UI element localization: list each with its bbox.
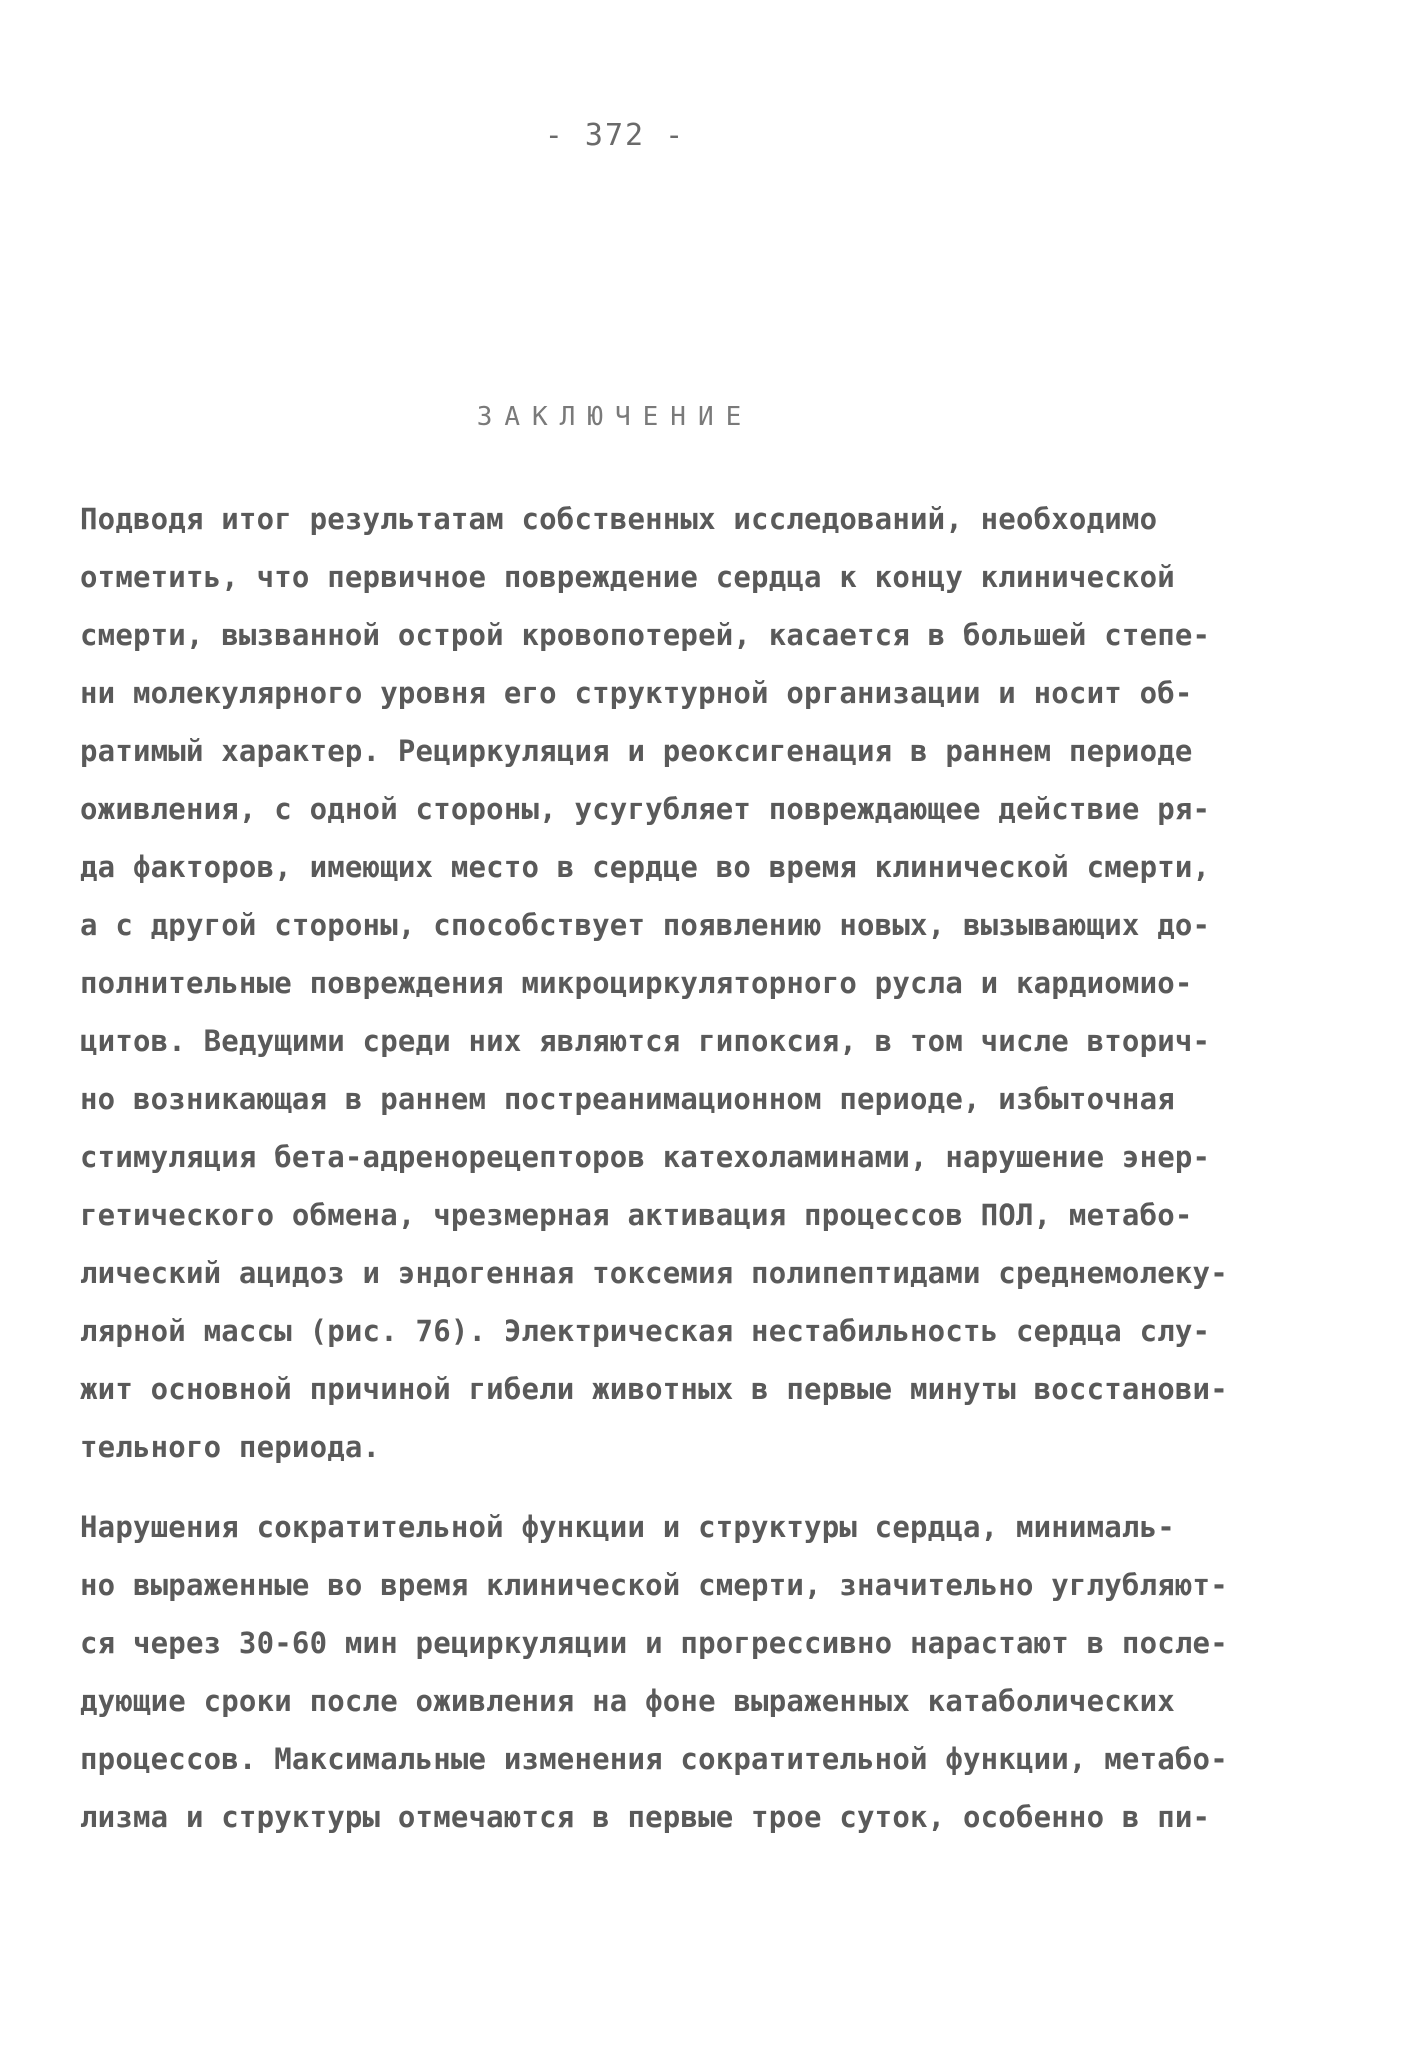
text-line: отметить, что первичное повреждение сердца к концу клинической (80, 560, 1175, 594)
text-line: ни молекулярного уровня его структурной организации и носит об- (80, 676, 1193, 710)
page-number: - 372 - (544, 118, 686, 153)
text-line: лизма и структуры отмечаются в первые трое суток, особенно в пи- (80, 1800, 1211, 1834)
paragraph (80, 490, 1280, 1476)
text-line: полнительные повреждения микроциркуляторного русла и кардиомио- (80, 966, 1193, 1000)
text-line: процессов. Максимальные изменения сократительной функции, метабо- (80, 1742, 1228, 1776)
text-line: оживления, с одной стороны, усугубляет повреждающее действие ря- (80, 792, 1211, 826)
text-line: тельного периода. (80, 1430, 381, 1464)
paragraph-gap (80, 1476, 1280, 1498)
text-line: а с другой стороны, способствует появлению новых, вызывающих до- (80, 908, 1211, 942)
text-line: стимуляция бета-адренорецепторов катехоламинами, нарушение энер- (80, 1140, 1211, 1174)
text-line: лический ацидоз и эндогенная токсемия полипептидами среднемолеку- (80, 1256, 1228, 1290)
text-line: ратимый характер. Рециркуляция и реоксигенация в раннем периоде (80, 734, 1193, 768)
body-text (80, 490, 1280, 1846)
text-line: дующие сроки после оживления на фоне выраженных катаболических (80, 1684, 1175, 1718)
text-line: смерти, вызванной острой кровопотерей, касается в большей степе- (80, 618, 1211, 652)
text-line: но возникающая в раннем постреанимационном периоде, избыточная (80, 1082, 1175, 1116)
text-line: ся через 30-60 мин рециркуляции и прогрессивно нарастают в после- (80, 1626, 1228, 1660)
text-line: Подводя итог результатам собственных исследований, необходимо (80, 502, 1158, 536)
text-line: Нарушения сократительной функции и структуры сердца, минималь- (80, 1510, 1175, 1544)
text-line: да факторов, имеющих место в сердце во время клинической смерти, (80, 850, 1211, 884)
section-heading: ЗАКЛЮЧЕНИЕ (476, 402, 754, 432)
text-line: цитов. Ведущими среди них являются гипоксия, в том числе вторич- (80, 1024, 1211, 1058)
text-line: гетического обмена, чрезмерная активация процессов ПОЛ, метабо- (80, 1198, 1193, 1232)
text-line: лярной массы (рис. 76). Электрическая нестабильность сердца слу- (80, 1314, 1211, 1348)
text-line: жит основной причиной гибели животных в первые минуты восстанови- (80, 1372, 1228, 1406)
paragraph (80, 1498, 1280, 1846)
text-line: но выраженные во время клинической смерти, значительно углубляют- (80, 1568, 1228, 1602)
